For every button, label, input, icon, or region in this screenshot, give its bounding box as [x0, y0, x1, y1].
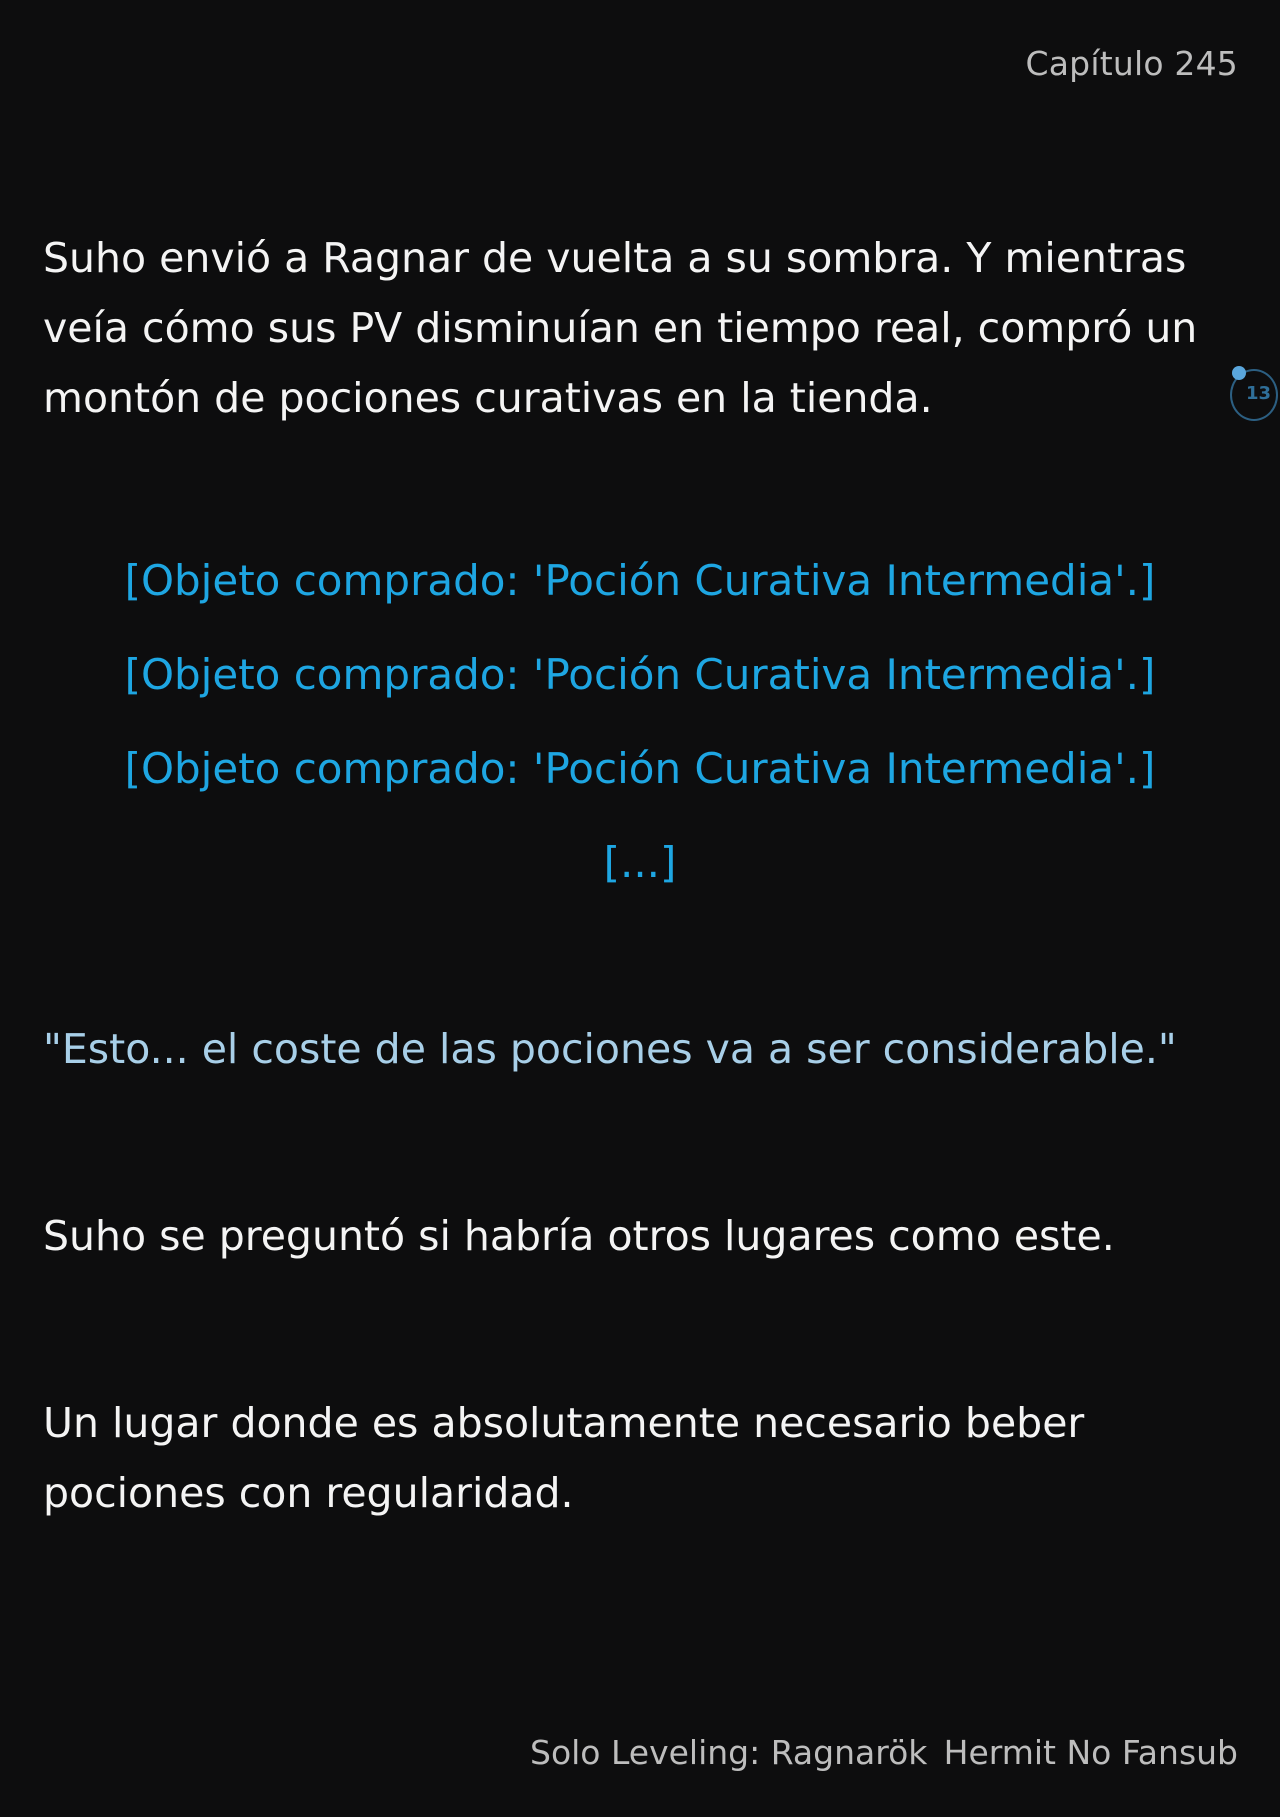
dialogue-quote: "Esto... el coste de las pociones va a ser considerable.": [43, 1025, 1177, 1073]
paragraph-4: Un lugar donde es absolutamente necesario beber pociones con regularidad.: [43, 1399, 1085, 1517]
badge-indicator-dot: [1232, 366, 1246, 380]
system-message-2: [Objeto comprado: 'Poción Curativa Intermedia'.]: [124, 650, 1156, 699]
system-message-3: [Objeto comprado: 'Poción Curativa Intermedia'.]: [124, 744, 1156, 793]
comment-count: 13: [1246, 383, 1272, 404]
paragraph-3: Suho se preguntó si habría otros lugares como este.: [43, 1212, 1115, 1260]
footer-series-title: Solo Leveling: Ragnarök: [530, 1733, 928, 1772]
footer-translator: Hermit No Fansub: [943, 1733, 1238, 1772]
system-message-1: [Objeto comprado: 'Poción Curativa Intermedia'.]: [124, 556, 1156, 605]
paragraph-1: Suho envió a Ragnar de vuelta a su sombra. Y mientras veía cómo sus PV disminuían en tiempo real, compró un montón de pociones curativas en la tienda.: [43, 234, 1198, 422]
system-message-ellipsis: [...]: [603, 838, 677, 887]
chapter-label: Capítulo 245: [1025, 44, 1238, 83]
